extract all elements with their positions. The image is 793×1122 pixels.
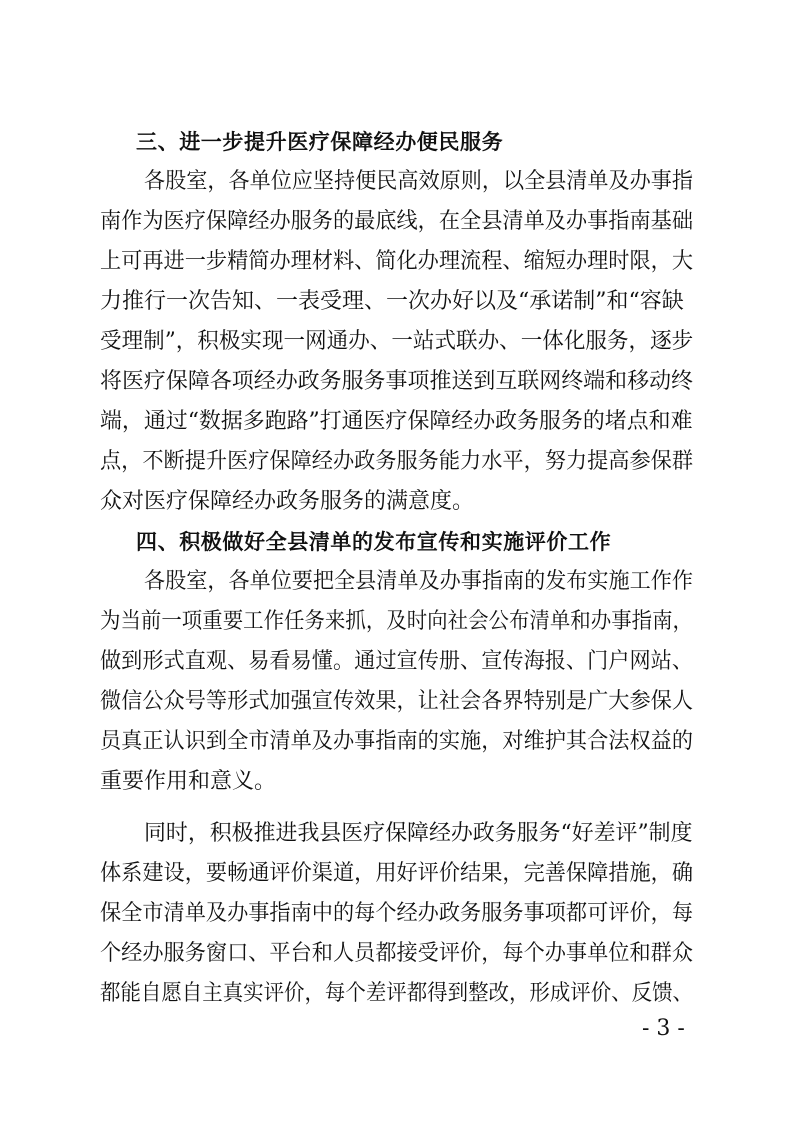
paragraph-line: 力推行一次告知、一表受理、一次办好以及“承诺制”和“容缺 bbox=[100, 289, 684, 314]
paragraph-line: 南作为医疗保障经办服务的最底线，在全县清单及办事指南基础 bbox=[100, 209, 694, 234]
section-4-heading: 四、积极做好全县清单的发布宣传和实施评价工作 bbox=[136, 530, 612, 554]
paragraph-line: 都能自愿自主真实评价，每个差评都得到整改，形成评价、反馈、 bbox=[100, 981, 694, 1006]
paragraph-line: 同时，积极推进我县医疗保障经办政务服务“好差评”制度 bbox=[144, 821, 693, 846]
paragraph-line: 做到形式直观、易看易懂。通过宣传册、宣传海报、门户网站、 bbox=[100, 649, 694, 674]
paragraph-line: 个经办服务窗口、平台和人员都接受评价，每个办事单位和群众 bbox=[100, 941, 694, 966]
paragraph-line: 端，通过“数据多跑路”打通医疗保障经办政务服务的堵点和难 bbox=[100, 409, 693, 434]
paragraph-line: 员真正认识到全市清单及办事指南的实施，对维护其合法权益的 bbox=[100, 729, 694, 754]
paragraph-line: 点，不断提升医疗保障经办政务服务能力水平，努力提高参保群 bbox=[100, 449, 694, 474]
paragraph-line: 体系建设，要畅通评价渠道，用好评价结果，完善保障措施，确 bbox=[100, 861, 694, 886]
paragraph-line: 上可再进一步精简办理材料、简化办理流程、缩短办理时限，大 bbox=[100, 249, 694, 274]
paragraph-line: 受理制”，积极实现一网通办、一站式联办、一体化服务，逐步 bbox=[100, 329, 694, 354]
paragraph-line: 将医疗保障各项经办政务服务事项推送到互联网终端和移动终 bbox=[100, 369, 694, 394]
paragraph-line: 众对医疗保障经办政务服务的满意度。 bbox=[100, 489, 475, 514]
paragraph-line: 各股室，各单位应坚持便民高效原则，以全县清单及办事指 bbox=[144, 169, 694, 194]
paragraph-line: 微信公众号等形式加强宣传效果，让社会各界特别是广大参保人 bbox=[100, 689, 694, 714]
paragraph-line: 各股室，各单位要把全县清单及办事指南的发布实施工作作 bbox=[144, 569, 694, 594]
paragraph-line: 保全市清单及办事指南中的每个经办政务服务事项都可评价，每 bbox=[100, 901, 694, 926]
paragraph-line: 为当前一项重要工作任务来抓，及时向社会公布清单和办事指南， bbox=[100, 609, 694, 634]
section-3-heading: 三、进一步提升医疗保障经办便民服务 bbox=[136, 130, 504, 154]
paragraph-line: 重要作用和意义。 bbox=[100, 769, 277, 794]
page-number: - 3 - bbox=[642, 1016, 685, 1041]
